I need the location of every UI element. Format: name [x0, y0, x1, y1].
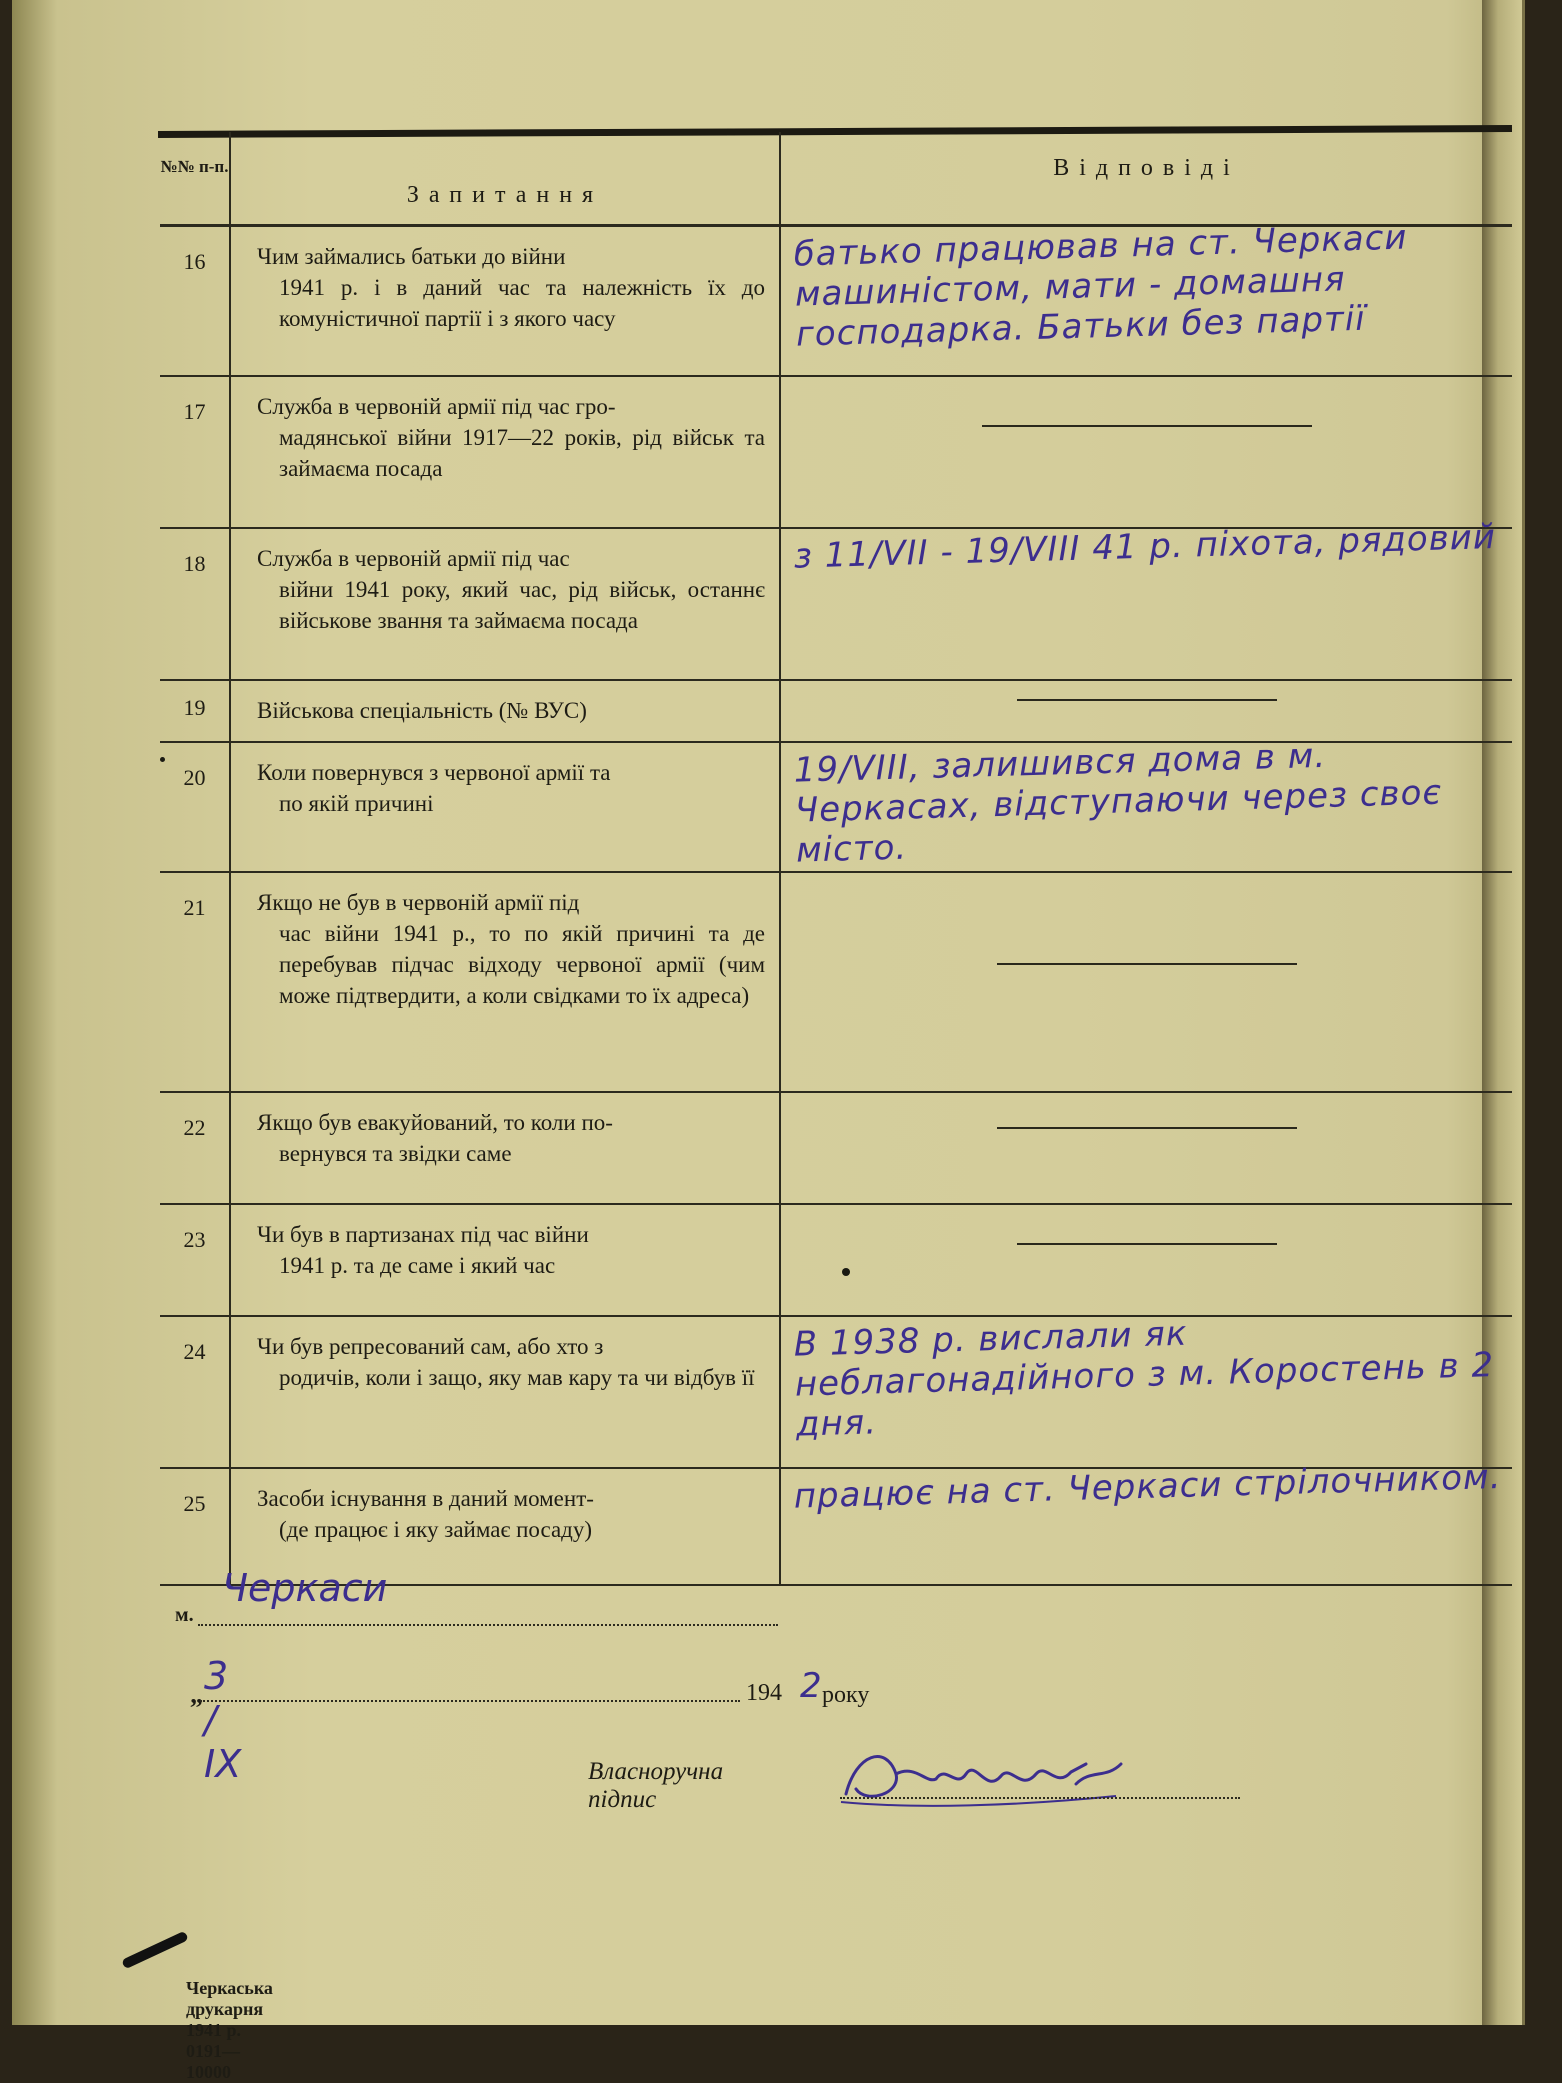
year-prefix: 194	[746, 1680, 782, 1706]
question-text: Чим займались батьки до війни	[257, 244, 566, 269]
handwritten-answer: з 11/VII - 19/VIII 41 р. піхота, рядовий	[793, 517, 1497, 577]
signature-label: Власноручна підпис	[588, 1758, 724, 1813]
handwritten-answer: 19/VIII, залишився дома в м. Черкасах, відступаючи через своє місто.	[793, 735, 1455, 871]
header-answer: Відповіді	[780, 132, 1512, 226]
row-number: 24	[183, 1339, 206, 1364]
handwritten-answer: працює на ст. Черкаси стрілочником.	[793, 1456, 1502, 1517]
question-text: Чи був в партизанах під час війни	[257, 1222, 589, 1247]
year-suffix: року	[822, 1682, 870, 1708]
signature-dotted-line	[840, 1797, 1240, 1799]
empty-answer-dash	[1017, 1243, 1277, 1245]
handwritten-signature	[836, 1734, 1126, 1814]
row-number: 22	[183, 1115, 206, 1140]
questionnaire-table-wrap	[160, 132, 1512, 1586]
table-row	[160, 528, 1512, 680]
row-number: 19	[183, 695, 206, 720]
question-text-cont: 1941 р. і в даний час та належність їх до комуністичної партії і з якого часу	[279, 275, 765, 331]
question-text-cont: вернувся та звідки саме	[279, 1141, 512, 1166]
table-row	[160, 1092, 1512, 1204]
question-text: Якщо був евакуйований, то коли по-	[257, 1110, 613, 1135]
question-text-cont: мадянської війни 1917—22 років, рід військ та займаєма посада	[279, 425, 765, 481]
question-text-cont: війни 1941 року, який час, рід військ, останнє військове звання та займаєма посада	[279, 577, 765, 633]
question-text: Служба в червоній армії під час	[257, 546, 570, 571]
handwritten-answer: В 1938 р. вислали як неблагонадійного з м. Коростень в 2 дня.	[793, 1313, 1507, 1445]
question-text-cont: час війни 1941 р., то по якій причині та де перебував підчас відходу червоної армії (чим може підтвердити, а коли свідками то їх адреса)	[279, 921, 765, 1008]
handwritten-answer: батько працював на ст. Черкаси машиністом, мати - домашня господарка. Батьки без партії	[793, 217, 1420, 355]
empty-answer-dash	[1017, 699, 1277, 701]
table-row	[160, 872, 1512, 1092]
question-text-cont: по якій причині	[279, 791, 434, 816]
printer-imprint: Черкаська друкарня 1941 р. 0191—10000	[186, 1978, 273, 2082]
question-text: Військова спеціальність (№ ВУС)	[257, 698, 587, 723]
question-text: Служба в червоній армії під час гро-	[257, 394, 616, 419]
question-text: Засоби існування в даний момент-	[257, 1486, 594, 1511]
city-label: м.	[175, 1604, 194, 1626]
table-row	[160, 1204, 1512, 1316]
table-row	[160, 742, 1512, 872]
question-text-cont: родичів, коли і защо, яку мав кару та чи відбув її	[279, 1365, 755, 1390]
table-row	[160, 1316, 1512, 1468]
question-text: Якщо не був в червоній армії під	[257, 890, 580, 915]
table-row	[160, 376, 1512, 528]
header-number: №№ п-п.	[160, 132, 230, 226]
question-text: Коли повернувся з червоної армії та	[257, 760, 611, 785]
empty-answer-dash	[982, 425, 1312, 427]
table-row	[160, 226, 1512, 377]
question-text-cont: (де працює і яку займає посаду)	[279, 1517, 593, 1542]
row-number: 21	[183, 895, 206, 920]
row-number: 18	[183, 551, 206, 576]
row-number: 25	[183, 1491, 206, 1516]
ink-dot	[160, 757, 165, 762]
question-text: Чи був репресований сам, або хто з	[257, 1334, 604, 1359]
row-number: 23	[183, 1227, 206, 1252]
city-dotted-line	[198, 1624, 778, 1626]
row-number: 16	[183, 249, 206, 274]
date-handwritten: 3 / IX	[204, 1654, 242, 1786]
city-handwritten: Черкаси	[222, 1566, 388, 1610]
row-number: 17	[183, 399, 206, 424]
row-number: 20	[183, 765, 206, 790]
year-digit-handwritten: 2	[800, 1666, 822, 1706]
header-question: Запитання	[230, 132, 780, 226]
empty-answer-dash	[997, 963, 1297, 965]
ink-dot	[842, 1268, 850, 1276]
empty-answer-dash	[997, 1127, 1297, 1129]
date-quote-mark: „	[190, 1680, 203, 1709]
question-text-cont: 1941 р. та де саме і який час	[279, 1253, 556, 1278]
date-dotted-line	[200, 1700, 740, 1702]
questionnaire-table	[160, 132, 1512, 1586]
